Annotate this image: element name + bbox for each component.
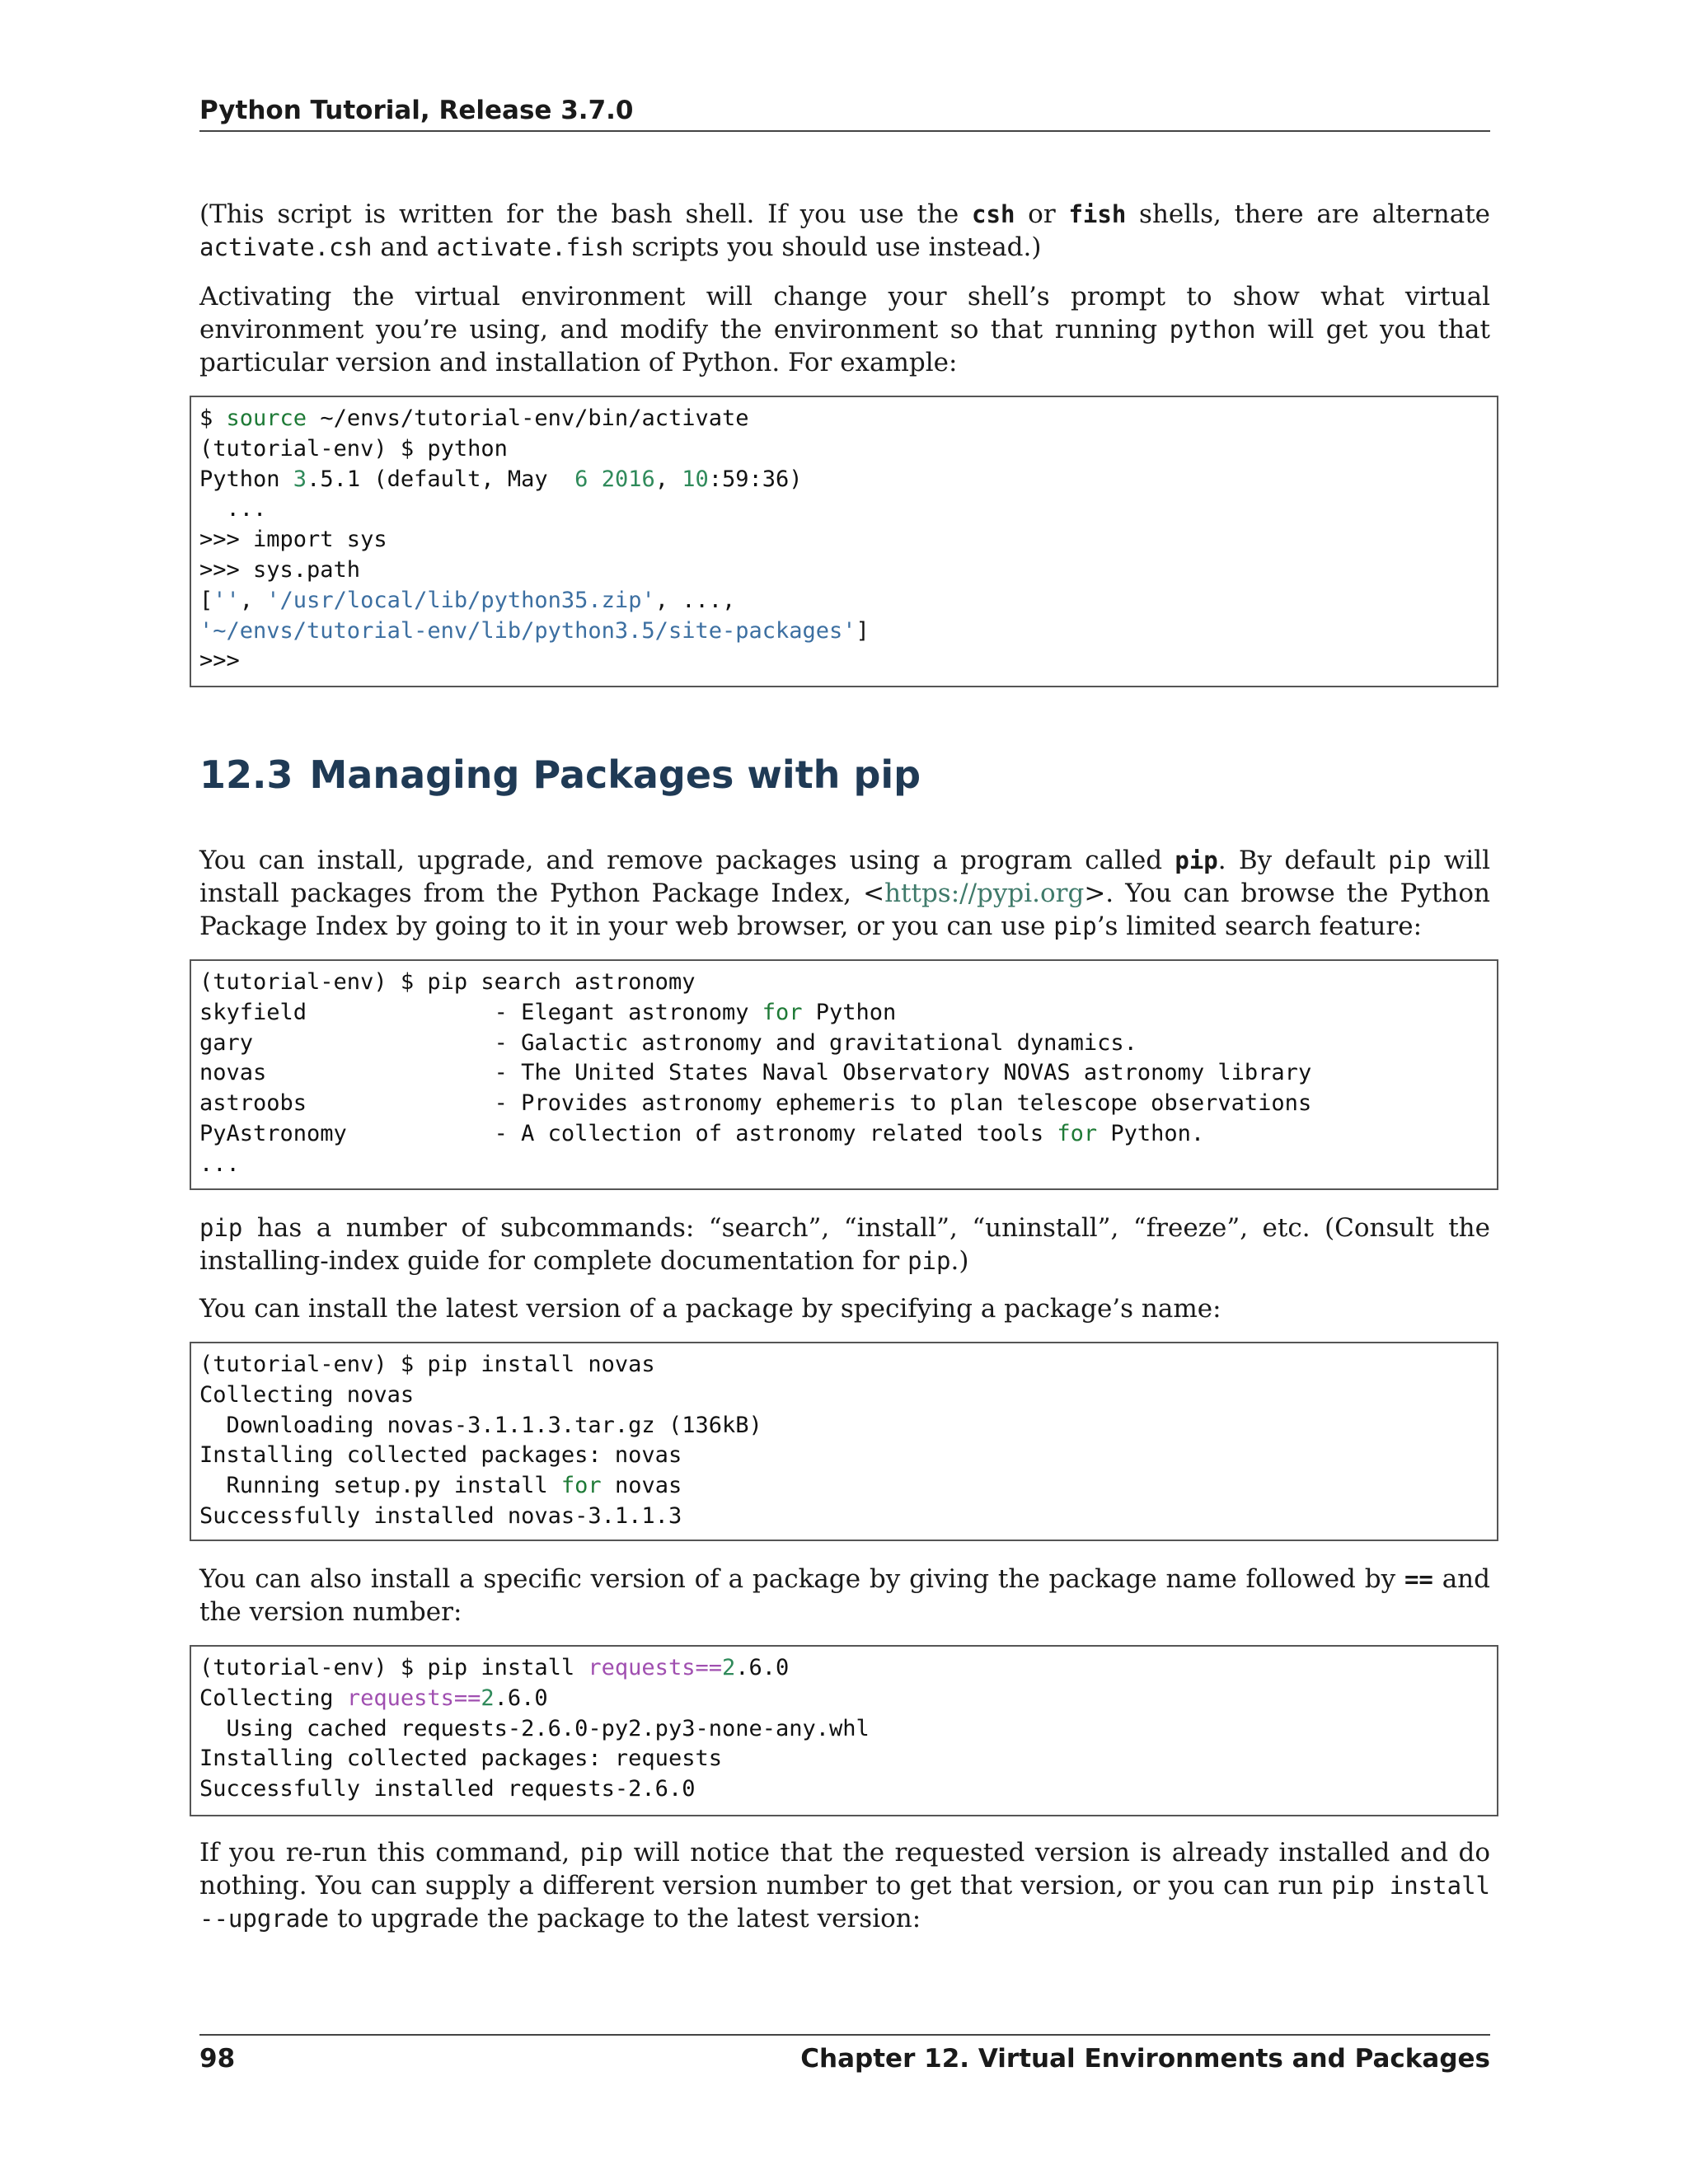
inline-code: pip xyxy=(1175,846,1218,874)
inline-code: pip xyxy=(1388,846,1432,874)
text: scripts you should use instead.) xyxy=(623,232,1042,262)
text: will get you that particular version and installation of Python. For example: xyxy=(199,315,1490,377)
paragraph-bash-note xyxy=(199,198,1490,264)
footer-rule xyxy=(199,2034,1490,2036)
paragraph-pip-intro xyxy=(199,844,1490,943)
running-header: Python Tutorial, Release 3.7.0 xyxy=(199,96,634,125)
paragraph-activation xyxy=(199,280,1490,379)
paragraph-specific-version xyxy=(199,1563,1490,1629)
text: You can also install a specific version of a package by giving the package name followed by xyxy=(199,1564,1404,1594)
inline-code: pip xyxy=(1053,912,1097,940)
chapter-title: Chapter 12. Virtual Environments and Packages xyxy=(800,2044,1490,2074)
inline-code: pip xyxy=(579,1839,624,1867)
text: has a number of subcommands: “search”, “install”, “uninstall”, “freeze”, etc. (Consult the installing-index guide for complete documentation for xyxy=(199,1213,1490,1276)
text: will install packages from the Python Package Index, < xyxy=(199,846,1490,908)
paragraph-subcommands xyxy=(199,1212,1490,1277)
code-text: (tutorial-env) $ pip install requests==2.6.0 Collecting requests==2.6.0 Using cached requests-2.6.0-py2.py3-none-any.whl Installing collected packages: requests Successfully installed requests-2.6.0 xyxy=(199,1655,870,1802)
text: .) xyxy=(950,1246,969,1276)
text: will notice that the requested version is already installed and do nothing. You can supply a different version number to get that version, or you can run xyxy=(199,1838,1490,1900)
text: or xyxy=(1015,199,1069,229)
inline-code: pip xyxy=(907,1247,951,1275)
pypi-link[interactable]: https://pypi.org xyxy=(884,879,1085,908)
text: and the version number: xyxy=(199,1564,1490,1627)
code-block-activate xyxy=(190,396,1498,687)
inline-code: activate.fish xyxy=(436,233,624,261)
inline-code: fish xyxy=(1068,200,1127,228)
text: If you re-run this command, xyxy=(199,1838,580,1868)
page-footer xyxy=(199,2041,1490,2077)
paragraph-rerun xyxy=(199,1836,1490,1935)
code-block-pip-install xyxy=(190,1342,1498,1541)
code-text: (tutorial-env) $ pip search astronomy skyfield - Elegant astronomy for Python gary - Galactic astronomy and gravitational dynamics. novas - The United States Naval Observatory NOVAS astronomy library astroobs - Provides astronomy ephemeris to plan telescope observations PyAstronomy - A collection of astronomy related tools for Python. ... xyxy=(199,969,1312,1177)
code-text: $ source ~/envs/tutorial-env/bin/activate (tutorial-env) $ python Python 3.5.1 (default, May 6 2016, 10:59:36) ... >>> import sys >>> sys.path ['', '/usr/local/lib/python35.zip', ..., '~/envs/tutorial-env/lib/python3.5/site-packages'] >>> xyxy=(199,405,870,674)
page-number: 98 xyxy=(199,2044,236,2074)
paragraph-install-latest xyxy=(199,1292,1490,1325)
text: ’s limited search feature: xyxy=(1096,912,1423,941)
inline-code: csh xyxy=(972,200,1015,228)
code-block-pip-search xyxy=(190,959,1498,1190)
text: (This script is written for the bash shell. If you use the xyxy=(199,199,973,229)
inline-code: == xyxy=(1404,1565,1433,1593)
code-block-pip-install-version xyxy=(190,1645,1498,1816)
section-title: Managing Packages with pip xyxy=(309,752,921,797)
text: shells, there are alternate xyxy=(1126,199,1490,229)
text: . By default xyxy=(1217,846,1389,875)
header-rule xyxy=(199,130,1490,132)
text: >. You can browse the Python Package Index by going to it in your web browser, or you can use xyxy=(199,879,1490,941)
inline-code: activate.csh xyxy=(199,233,373,261)
section-heading xyxy=(199,750,921,799)
text: to upgrade the package to the latest version: xyxy=(329,1904,921,1933)
text: and xyxy=(372,232,437,262)
section-number: 12.3 xyxy=(199,752,293,797)
text: You can install, upgrade, and remove packages using a program called xyxy=(199,846,1175,875)
text: Activating the virtual environment will change your shell’s prompt to show what virtual environment you’re using, and modify the environment so that running xyxy=(199,282,1490,344)
inline-code: pip xyxy=(199,1214,243,1242)
code-text: (tutorial-env) $ pip install novas Collecting novas Downloading novas-3.1.1.3.tar.gz (136kB) Installing collected packages: novas Running setup.py install for novas Successfully installed novas-3.1.1.3 xyxy=(199,1352,762,1529)
inline-code: python xyxy=(1169,316,1256,344)
text: You can install the latest version of a package by specifying a package’s name: xyxy=(199,1294,1221,1324)
inline-code: pip install --upgrade xyxy=(199,1872,1491,1933)
